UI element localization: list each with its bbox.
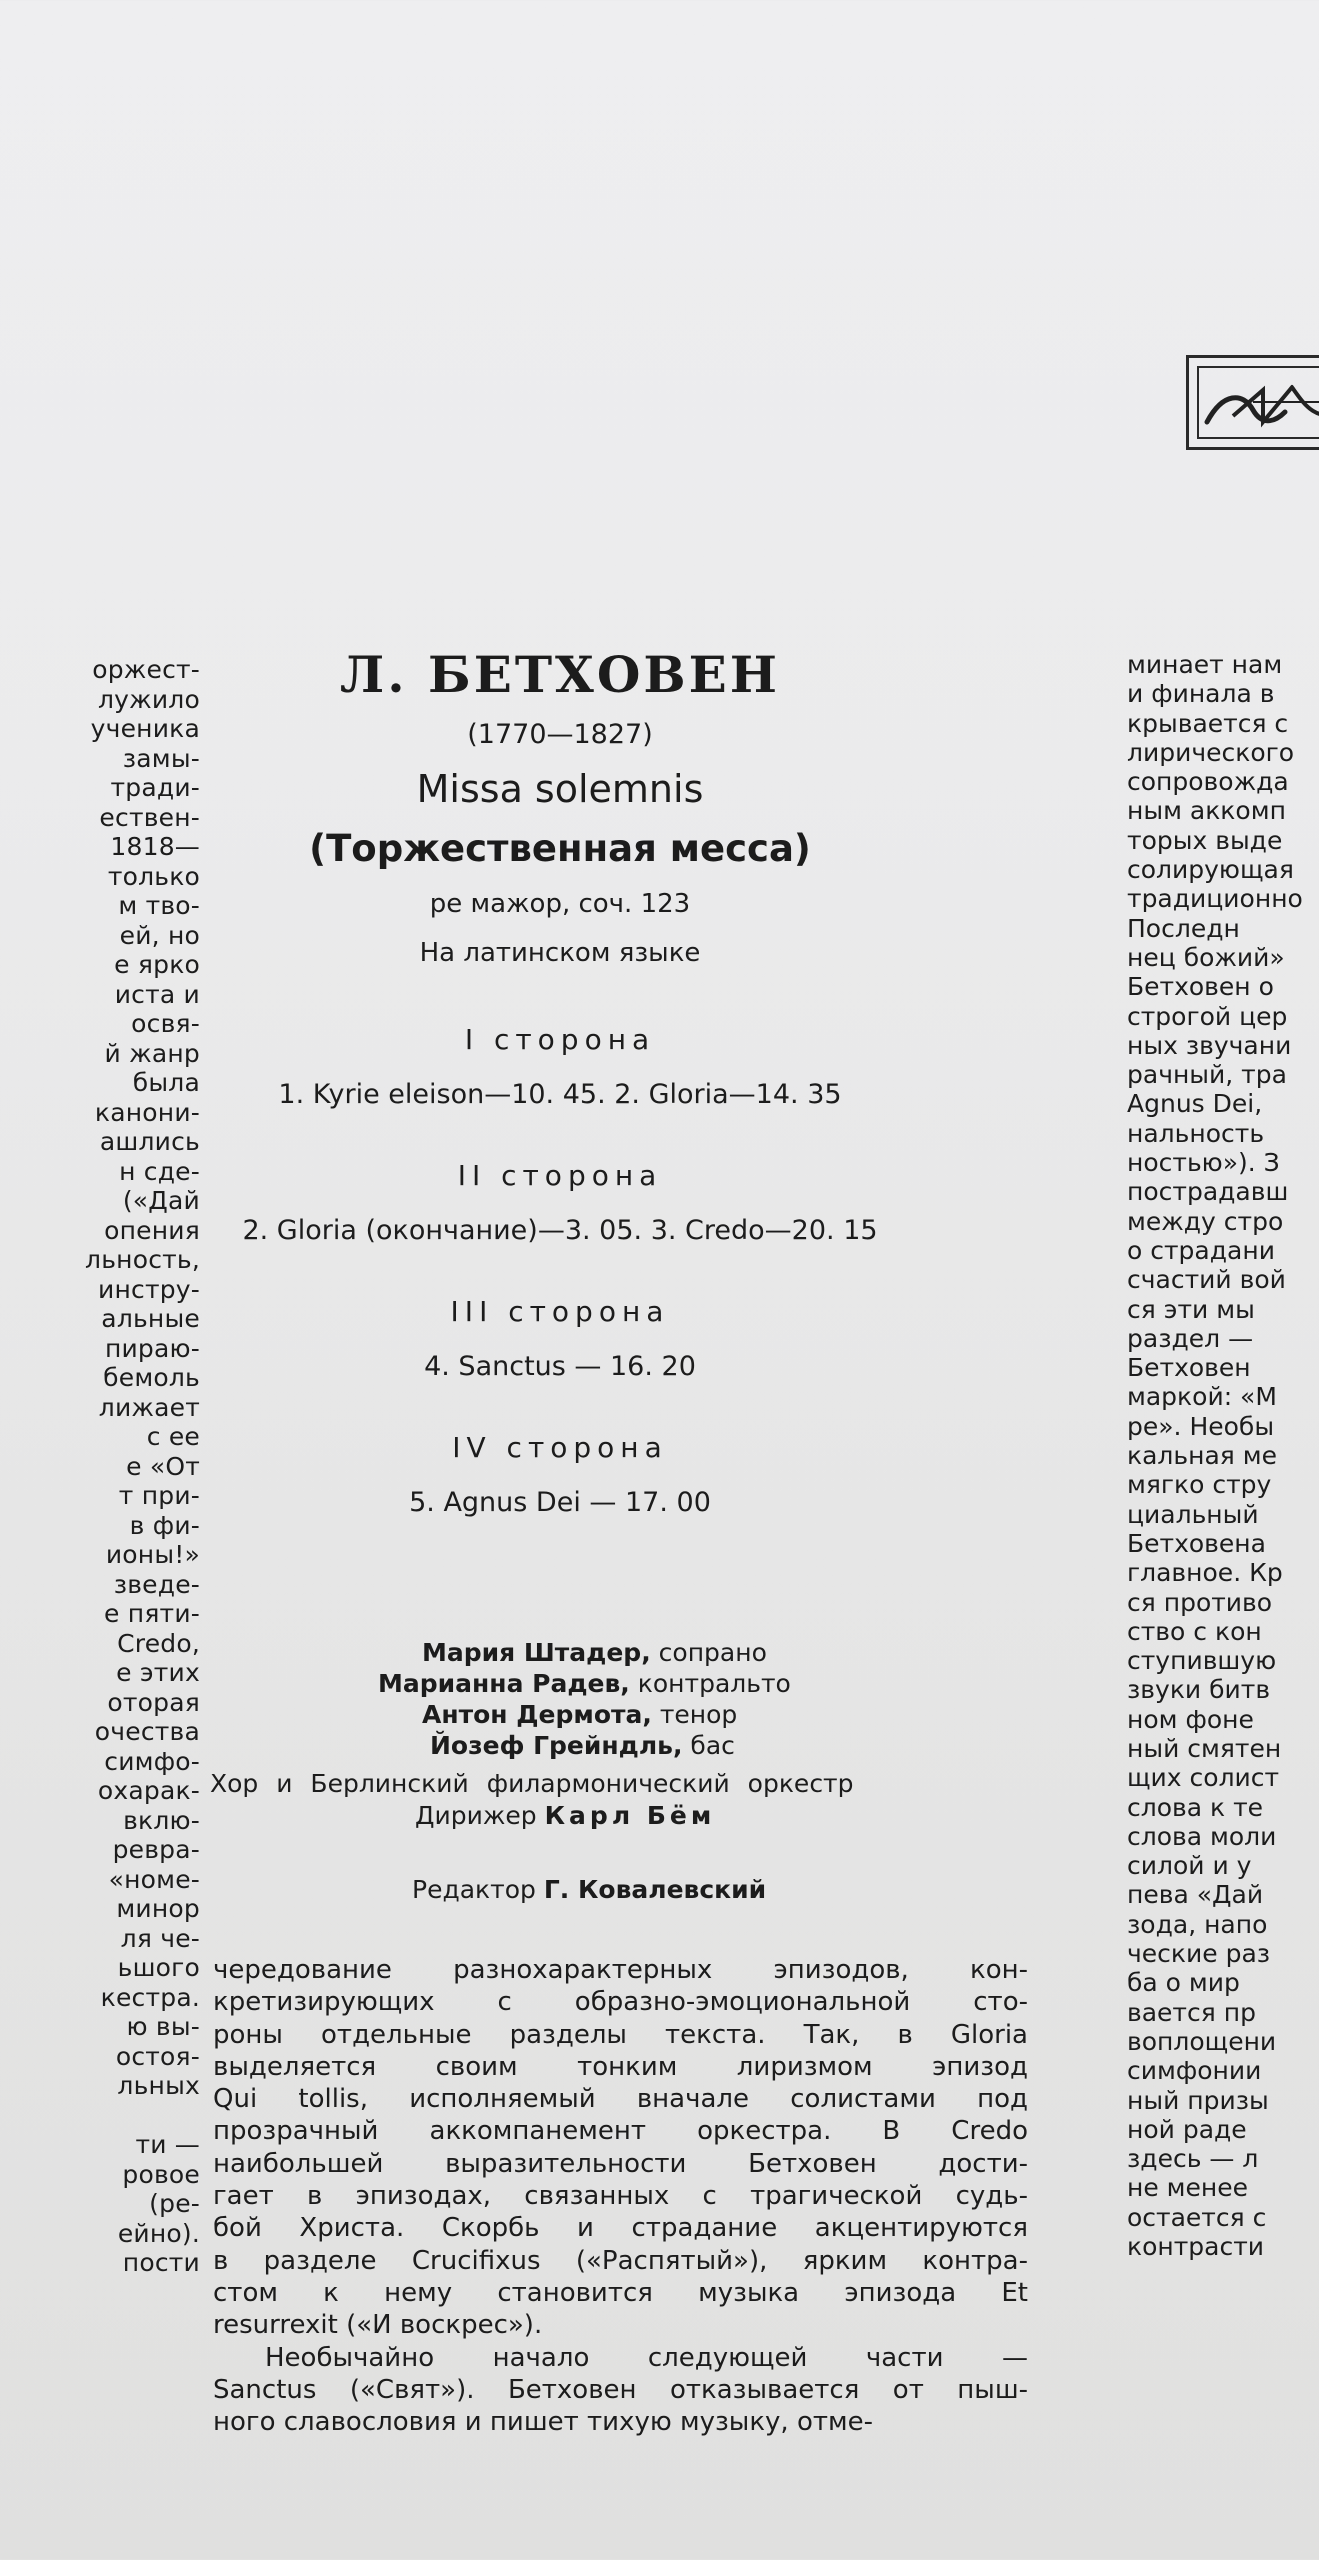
text-line: ре». Необы [1127, 1411, 1275, 1441]
text-line: опения [104, 1215, 200, 1245]
side-tracks: 2. Gloria (окончание)—3. 05. 3. Credo—20. 15 [242, 1215, 878, 1246]
side-tracks: 1. Kyrie eleison—10. 45. 2. Gloria—14. 35 [278, 1079, 842, 1110]
text-line: строгой цер [1127, 1001, 1288, 1031]
text-line: чередование разнохарактерных эпизодов, кон- [213, 1955, 1028, 1985]
text-line: ных звучани [1127, 1030, 1292, 1060]
performer-row [190, 1637, 930, 1668]
text-line: прозрачный аккомпанемент оркестра. В Credo [213, 2116, 1028, 2147]
text-line: минор [116, 1894, 200, 1923]
text-line: ся эти мы [1127, 1294, 1255, 1324]
text-line: слова моли [1127, 1821, 1277, 1851]
text-line: («Дай [122, 1186, 200, 1215]
text-line: лижает [98, 1392, 200, 1422]
text-line: т при- [118, 1481, 200, 1510]
text-line: 1818— [110, 832, 200, 861]
text-line: счастий вой [1127, 1265, 1286, 1295]
text-line: циальный [1127, 1499, 1259, 1529]
text-line: ей, но [119, 920, 200, 950]
text-line: рачный, тра [1127, 1060, 1287, 1090]
text-line: гает в эпизодах, связанных с трагической судь- [213, 2181, 1028, 2212]
performer-row [190, 1699, 930, 1730]
text-line: ностью»). З [1127, 1148, 1280, 1178]
performer-role: бас [690, 1731, 735, 1760]
text-line: традиционно [1127, 884, 1303, 914]
text-line: ступившую [1127, 1646, 1277, 1676]
melodiya-logo-icon [1203, 372, 1319, 442]
text-line: ашлись [99, 1127, 200, 1156]
editor-name: Г. Ковалевский [543, 1875, 767, 1904]
text-line: слова к те [1127, 1792, 1264, 1822]
text-line: льность, [85, 1245, 200, 1274]
text-line: ба о мир [1127, 1968, 1240, 1998]
text-line: нальность [1127, 1118, 1265, 1148]
text-line: «номе- [108, 1864, 200, 1894]
text-line: тради- [110, 773, 200, 802]
text-line: ном фоне [1127, 1704, 1254, 1734]
ensemble-line [210, 1768, 950, 1800]
text-line: кретизирующих с образно-эмоциональной сто- [213, 1987, 1028, 2018]
text-line: оржест- [92, 655, 200, 684]
work-title: Missa solemnis [416, 767, 704, 811]
text-line: ся противо [1127, 1587, 1273, 1617]
performer-role: тенор [659, 1700, 738, 1729]
text-line: е пяти- [104, 1599, 200, 1628]
text-line: раздел — [1127, 1323, 1254, 1353]
text-line: Бетховен о [1127, 972, 1274, 1002]
text-line: Credo, [117, 1628, 200, 1658]
text-line: ным аккомп [1127, 796, 1286, 826]
performer-row [190, 1730, 930, 1761]
text-line: канони- [94, 1097, 200, 1127]
text-line: й жанр [104, 1038, 200, 1068]
work-key: ре мажор, соч. 123 [429, 889, 691, 919]
side-title: IV сторона [452, 1431, 668, 1464]
text-line: кестра. [100, 1982, 200, 2012]
text-line: ю вы- [126, 2012, 200, 2041]
text-line: не менее [1127, 2173, 1249, 2203]
text-line: ьшого [117, 1953, 200, 1982]
text-line: вается пр [1127, 1997, 1256, 2027]
text-line: Бетховена [1127, 1528, 1266, 1558]
performer-row [190, 1668, 930, 1699]
text-line: зода, напо [1127, 1909, 1268, 1939]
performer-name: Мария Штадер, [422, 1638, 651, 1667]
text-line: ровое [122, 2159, 200, 2189]
text-line: иста и [114, 979, 200, 1009]
right-text-column [1127, 650, 1319, 2261]
text-line: в разделе Crucifixus («Распятый»), ярким контра- [213, 2245, 1028, 2276]
composer-years: (1770—1827) [467, 719, 653, 750]
text-line: м тво- [118, 891, 200, 920]
text-line: ревра- [112, 1835, 200, 1864]
text-line: ейно). [117, 2218, 200, 2248]
text-line: ный смятен [1127, 1733, 1282, 1763]
text-line: наибольшей выразительности Бетховен дости- [213, 2148, 1028, 2179]
text-line: вклю- [123, 1805, 200, 1835]
text-line: с ее [146, 1422, 200, 1451]
text-line: остается с [1127, 2202, 1267, 2232]
text-line: остоя- [115, 2041, 200, 2071]
text-line: мягко стру [1127, 1470, 1272, 1500]
text-line: ный призы [1127, 2085, 1269, 2115]
text-line: ти — [135, 2130, 200, 2159]
text-line: главное. Кр [1127, 1558, 1283, 1588]
text-line: ествен- [99, 802, 200, 832]
text-line: силой и у [1127, 1851, 1252, 1881]
work-subtitle: (Торжественная месса) [309, 827, 811, 870]
text-line: торых выде [1127, 825, 1283, 855]
text-line: замы- [122, 743, 200, 773]
side-listing [190, 1016, 930, 1560]
text-line: нец божий» [1127, 942, 1285, 972]
performers-list [190, 1637, 930, 1761]
text-line: бой Христа. Скорбь и страдание акцентируются [213, 2213, 1028, 2244]
text-line: роны отдельные разделы текста. Так, в Gloria [213, 2019, 1028, 2050]
performer-role: сопрано [658, 1638, 767, 1667]
text-line: Необычайно начало следующей части — [265, 2342, 1028, 2373]
text-line [0, 2101, 200, 2131]
text-line: пева «Дай [1127, 1880, 1264, 1910]
text-line: ля че- [120, 1923, 200, 1953]
left-text-column [0, 655, 200, 2278]
record-header [190, 640, 930, 1560]
text-line: стом к нему становится музыка эпизода Et [213, 2277, 1028, 2308]
work-language: На латинском языке [419, 938, 701, 968]
performer-name: Йозеф Грейндль, [430, 1731, 683, 1760]
text-line: зведе- [113, 1569, 200, 1599]
text-line: щих солист [1127, 1763, 1280, 1793]
conductor-line [210, 1800, 950, 1832]
side-title: III сторона [450, 1295, 670, 1328]
text-line: (ре- [149, 2189, 200, 2218]
text-line: е «От [126, 1451, 200, 1481]
text-line: resurrexit («И воскрес»). [213, 2310, 543, 2341]
text-line: симфо- [104, 1746, 200, 1776]
text-line: симфонии [1127, 2056, 1262, 2086]
text-line: пираю- [104, 1333, 200, 1363]
text-line: н сде- [119, 1156, 200, 1186]
editor-label: Редактор [412, 1875, 536, 1904]
conductor-label: Дирижер [415, 1801, 537, 1830]
side-tracks: 4. Sanctus — 16. 20 [424, 1351, 696, 1382]
text-line: ство с кон [1127, 1616, 1262, 1646]
text-line: в фи- [129, 1510, 200, 1540]
text-line: ученика [90, 714, 200, 743]
text-line: воплощени [1127, 2026, 1277, 2056]
text-line: Бетховен [1127, 1353, 1251, 1383]
text-line: солирующая [1127, 855, 1294, 885]
text-line: ного славословия и пишет тихую музыку, отме- [213, 2407, 874, 2438]
text-line: бемоль [103, 1363, 200, 1392]
text-line: минает нам [1127, 650, 1283, 679]
text-line: Sanctus («Свят»). Бетховен отказывается от пыш- [213, 2374, 1028, 2405]
editor-line [412, 1875, 766, 1904]
ensemble-text: Хор и Берлинский филармонический оркестр [210, 1769, 854, 1798]
performer-role: контральто [637, 1669, 791, 1698]
main-text-column [213, 1954, 1028, 2438]
text-line: Последн [1127, 913, 1240, 943]
text-line: звуки битв [1127, 1675, 1271, 1705]
text-line: оторая [107, 1687, 200, 1717]
text-line: сопровожда [1127, 767, 1289, 797]
side-title: I сторона [464, 1023, 656, 1056]
text-line: между стро [1127, 1206, 1284, 1236]
text-line: только [107, 861, 200, 891]
performer-name: Антон Дермота, [422, 1700, 652, 1729]
text-line: е ярко [114, 950, 200, 979]
text-line: очества [94, 1717, 200, 1746]
text-line: маркой: «М [1127, 1382, 1277, 1412]
text-line: была [132, 1068, 200, 1097]
text-line: ной раде [1127, 2114, 1247, 2144]
text-line: ионы!» [105, 1540, 200, 1569]
performer-name: Марианна Радев, [378, 1669, 630, 1698]
text-line: о страдани [1127, 1235, 1275, 1265]
text-line: льных [117, 2071, 200, 2100]
text-line: лужило [97, 684, 200, 714]
conductor-name: Карл Бём [544, 1801, 716, 1830]
text-line: ческие раз [1127, 1939, 1271, 1969]
text-line: освя- [131, 1009, 200, 1038]
text-line: Agnus Dei, [1127, 1089, 1263, 1119]
text-line: альные [101, 1304, 200, 1333]
text-line: лирического [1127, 737, 1295, 767]
composer-name: Л. БЕТХОВЕН [339, 645, 781, 704]
text-line: контрасти [1127, 2232, 1265, 2262]
text-line: пости [122, 2248, 200, 2277]
side-title: II сторона [457, 1159, 663, 1192]
text-line: здесь — л [1127, 2144, 1259, 2174]
text-line: крывается с [1127, 708, 1289, 738]
text-line: кальная ме [1127, 1441, 1278, 1471]
text-line: е этих [116, 1658, 200, 1687]
text-line: Qui tollis, исполняемый вначале солистами под [213, 2084, 1028, 2115]
text-line: охарак- [97, 1776, 200, 1805]
text-line: выделяется своим тонким лиризмом эпизод [213, 2051, 1028, 2082]
text-line: и финала в [1127, 679, 1275, 709]
text-line: пострадавш [1127, 1177, 1289, 1207]
text-line: инстру- [98, 1274, 200, 1304]
side-tracks: 5. Agnus Dei — 17. 00 [409, 1487, 711, 1518]
ensemble-block [210, 1768, 950, 1832]
record-label-logo [1186, 355, 1319, 450]
